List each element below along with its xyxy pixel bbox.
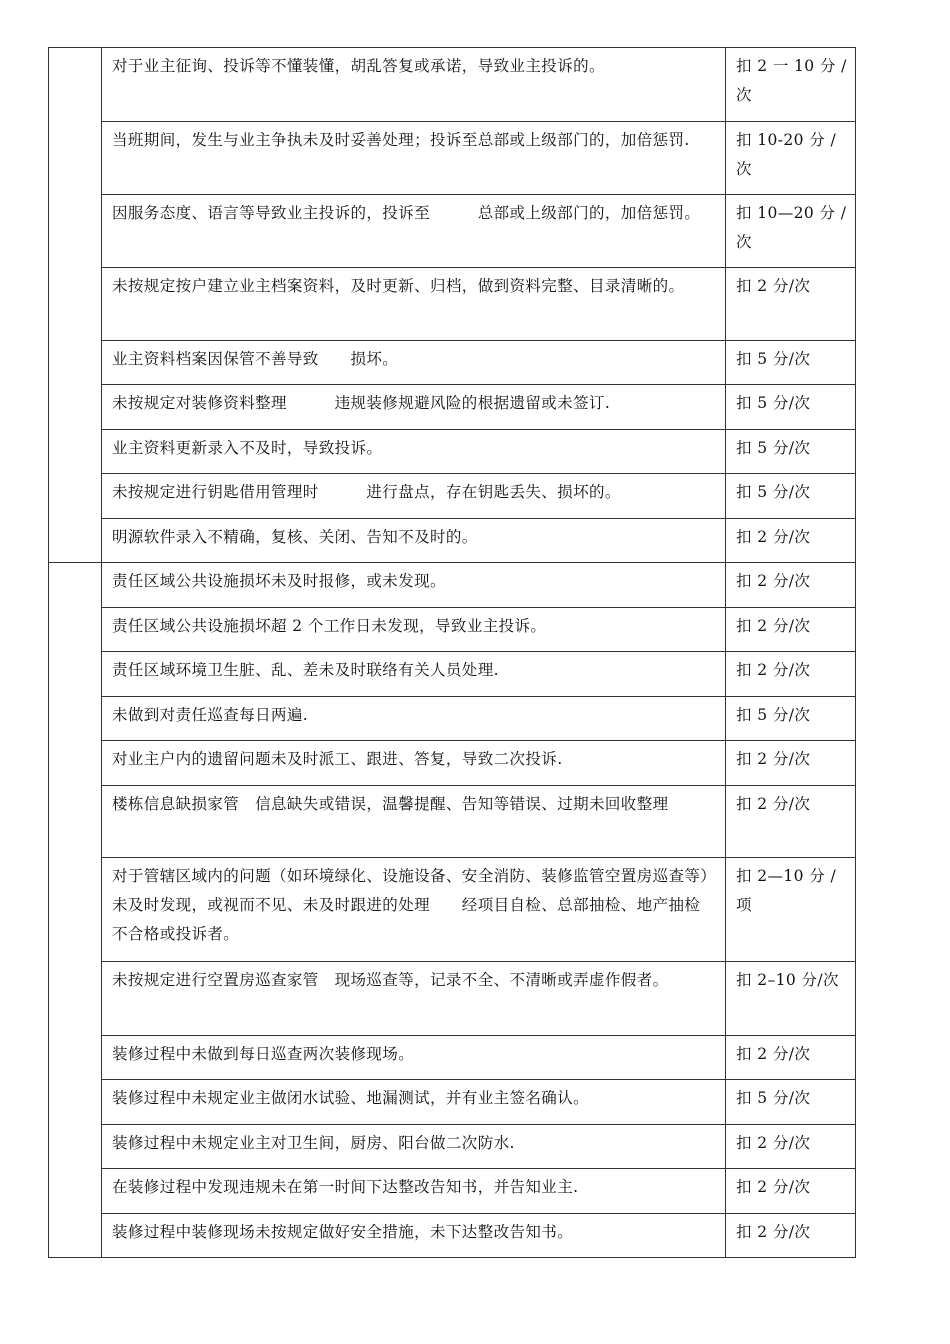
item-cell: 装修过程中未规定业主做闭水试验、地漏测试，并有业主签名确认。 — [102, 1080, 726, 1125]
item-cell: 责任区域公共设施损坏超 2 个工作日未发现，导致业主投诉。 — [102, 608, 726, 652]
item-cell: 对于管辖区域内的问题（如环境绿化、设施设备、安全消防、装修监管空置房巡查等）未及时发现，或视而不见、未及时跟进的处理 经项目自检、总部抽检、地产抽检不合格或投诉者。 — [102, 858, 726, 962]
score-cell: 扣 2–10 分/次 — [726, 962, 856, 1036]
table-row — [49, 786, 856, 858]
item-cell: 未按规定按户建立业主档案资料，及时更新、归档，做到资料完整、目录清晰的。 — [102, 268, 726, 341]
item-cell: 在装修过程中发现违规未在第一时间下达整改告知书，并告知业主. — [102, 1169, 726, 1214]
table-row — [49, 962, 856, 1036]
item-cell: 未做到对责任巡查每日两遍. — [102, 697, 726, 741]
table-row — [49, 474, 856, 519]
table-row — [49, 608, 856, 652]
table-row — [49, 519, 856, 563]
item-cell: 责任区域公共设施损坏未及时报修，或未发现。 — [102, 563, 726, 608]
table-row — [49, 385, 856, 430]
table-row — [49, 858, 856, 962]
table-row — [49, 1214, 856, 1258]
table-row — [49, 48, 856, 122]
score-cell: 扣 2 分/次 — [726, 1125, 856, 1169]
item-cell: 明源软件录入不精确，复核、关闭、告知不及时的。 — [102, 519, 726, 563]
item-cell: 责任区域环境卫生脏、乱、差未及时联络有关人员处理. — [102, 652, 726, 697]
score-cell: 扣 2 分/次 — [726, 1214, 856, 1258]
score-cell: 扣 5 分/次 — [726, 474, 856, 519]
table-row — [49, 1036, 856, 1080]
score-cell: 扣 5 分/次 — [726, 341, 856, 385]
table-row — [49, 1169, 856, 1214]
score-cell: 扣 2 分/次 — [726, 1169, 856, 1214]
item-cell: 业主资料档案因保管不善导致 损坏。 — [102, 341, 726, 385]
deduction-table — [48, 47, 856, 1258]
item-cell: 因服务态度、语言等导致业主投诉的，投诉至 总部或上级部门的，加倍惩罚。 — [102, 195, 726, 268]
score-cell: 扣 5 分/次 — [726, 697, 856, 741]
table-row — [49, 652, 856, 697]
score-cell: 扣 2 分/次 — [726, 563, 856, 608]
table-row — [49, 1080, 856, 1125]
item-cell: 装修过程中未规定业主对卫生间，厨房、阳台做二次防水. — [102, 1125, 726, 1169]
score-cell: 扣 2 分/次 — [726, 741, 856, 786]
item-cell: 未按规定进行空置房巡查家管 现场巡查等，记录不全、不清晰或弄虚作假者。 — [102, 962, 726, 1036]
item-cell: 业主资料更新录入不及时，导致投诉。 — [102, 430, 726, 474]
score-cell: 扣 2 分/次 — [726, 786, 856, 858]
score-cell: 扣 10—20 分 / 次 — [726, 195, 856, 268]
table-row — [49, 741, 856, 786]
table-row — [49, 563, 856, 608]
item-cell: 对于业主征询、投诉等不懂装懂，胡乱答复或承诺，导致业主投诉的。 — [102, 48, 726, 122]
score-cell: 扣 5 分/次 — [726, 385, 856, 430]
score-cell: 扣 2 分/次 — [726, 519, 856, 563]
score-cell: 扣 2 分/次 — [726, 268, 856, 341]
score-cell: 扣 5 分/次 — [726, 430, 856, 474]
item-cell: 对业主户内的遗留问题未及时派工、跟进、答复，导致二次投诉. — [102, 741, 726, 786]
item-cell: 未按规定进行钥匙借用管理时 进行盘点，存在钥匙丢失、损坏的。 — [102, 474, 726, 519]
score-cell: 扣 2 分/次 — [726, 652, 856, 697]
item-cell: 装修过程中未做到每日巡查两次装修现场。 — [102, 1036, 726, 1080]
item-cell: 当班期间，发生与业主争执未及时妥善处理；投诉至总部或上级部门的，加倍惩罚. — [102, 122, 726, 195]
score-cell: 扣 2 分/次 — [726, 608, 856, 652]
table-row — [49, 122, 856, 195]
category-cell — [49, 563, 102, 1258]
table-row — [49, 268, 856, 341]
item-cell: 未按规定对装修资料整理 违规装修规避风险的根据遗留或未签订. — [102, 385, 726, 430]
table-row — [49, 195, 856, 268]
table-row — [49, 430, 856, 474]
item-cell: 楼栋信息缺损家管 信息缺失或错误，温馨提醒、告知等错误、过期未回收整理 — [102, 786, 726, 858]
table-row — [49, 341, 856, 385]
score-cell: 扣 2 一 10 分 / 次 — [726, 48, 856, 122]
item-cell: 装修过程中装修现场未按规定做好安全措施，未下达整改告知书。 — [102, 1214, 726, 1258]
score-cell: 扣 2—10 分 / 项 — [726, 858, 856, 962]
category-cell — [49, 48, 102, 563]
table-row — [49, 1125, 856, 1169]
score-cell: 扣 5 分/次 — [726, 1080, 856, 1125]
score-cell: 扣 2 分/次 — [726, 1036, 856, 1080]
score-cell: 扣 10-20 分 / 次 — [726, 122, 856, 195]
table-row — [49, 697, 856, 741]
